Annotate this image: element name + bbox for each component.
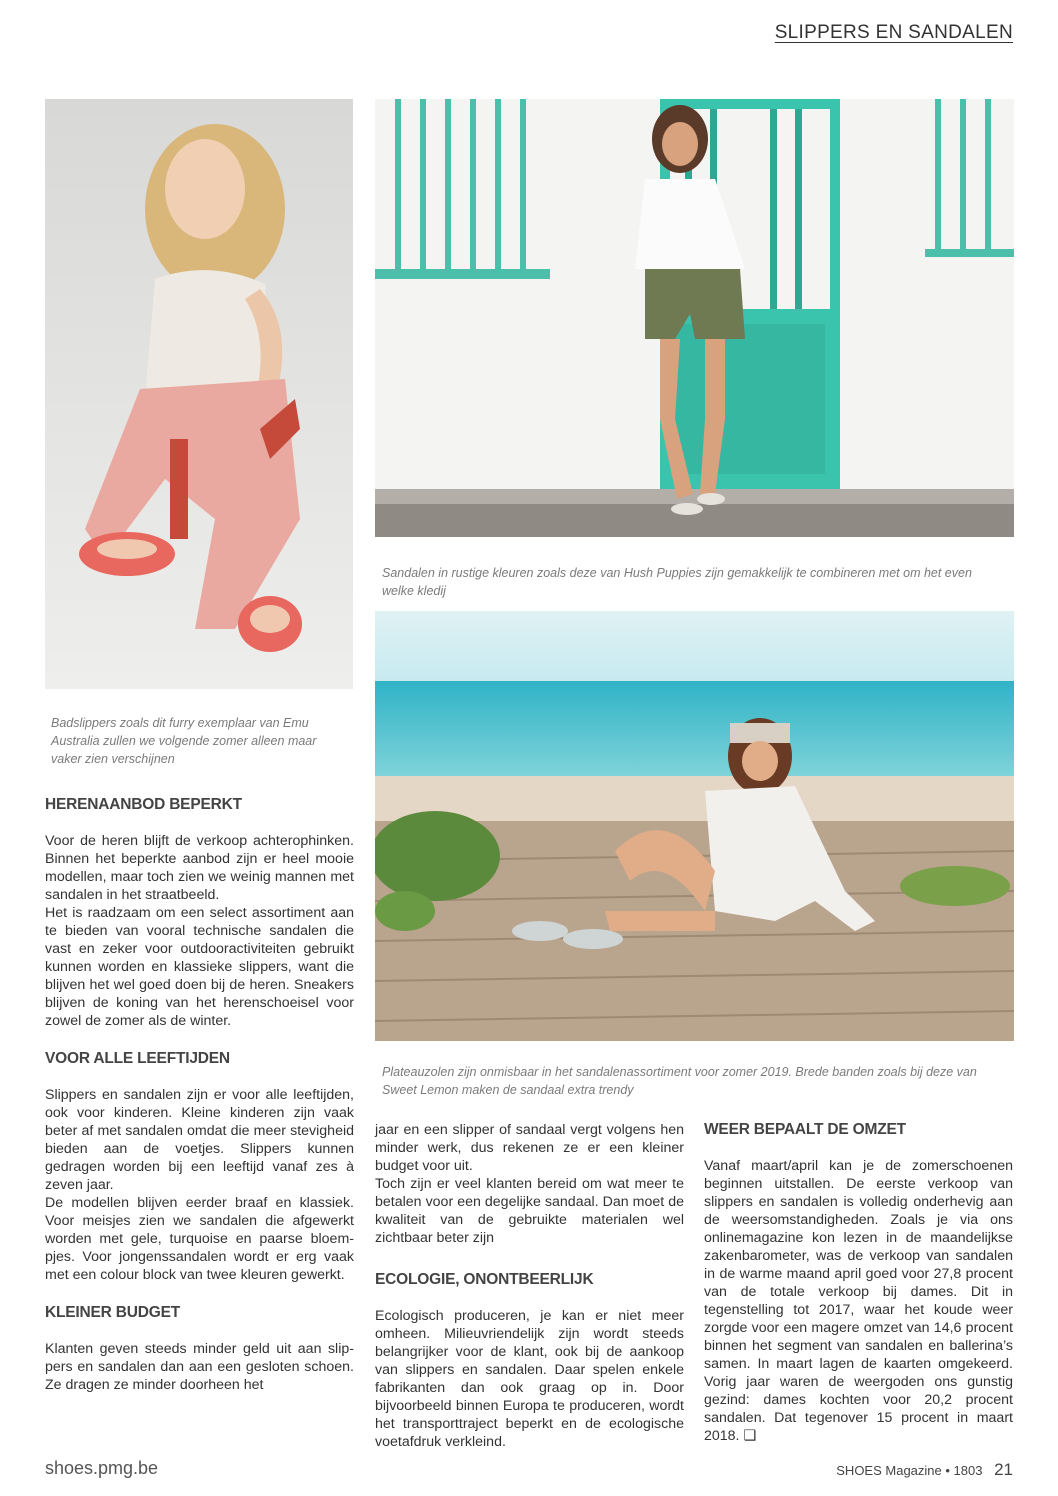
heading-budget: KLEINER BUDGET bbox=[45, 1304, 180, 1321]
paragraph: De modellen blijven eerder braaf en klassiek. Voor meisjes zien we sandalen die afgewerkt worden met gele, turquoise en paarse bloempjes. Voor jongenssandalen wordt er erg vaak met een colour block van twee kleuren gewerkt. bbox=[45, 1195, 354, 1283]
photo-beach bbox=[375, 611, 1014, 1041]
photo-turquoise-gate bbox=[375, 99, 1014, 537]
text-column-2 bbox=[375, 1121, 684, 1451]
heading-leeftijden: VOOR ALLE LEEFTIJDEN bbox=[45, 1050, 230, 1067]
heading-ecologie: ECOLOGIE, ONONTBEERLIJK bbox=[375, 1271, 594, 1288]
caption-photo-1: Badslippers zoals dit furry exemplaar van Emu Australia zullen we volgende zomer alleen maar vaker zien verschijnen bbox=[51, 716, 317, 766]
caption-photo-3: Plateauzolen zijn onmisbaar in het sandalenassortiment voor zomer 2019. Brede banden zoals bij deze van Sweet Lemon maken de sandaal extra trendy bbox=[382, 1065, 977, 1097]
paragraph: Ecologisch produceren, je kan er niet meer omheen. Milieuvriendelijk zijn wordt steeds belangrijker voor de klant, ook bij de aankoop van slippers en sandalen. Daar spelen enkele fabrikanten dan ook graag op in. Door bijvoorbeeld binnen Europa te produceren, wordt het transporttraject beperkt en de ecologische voetafdruk verkleind. bbox=[375, 1308, 684, 1450]
caption-photo-2: Sandalen in rustige kleuren zoals deze van Hush Puppies zijn gemakkelijk te combineren met om het even welke kledij bbox=[382, 566, 972, 598]
paragraph: Toch zijn er veel klanten bereid om wat meer te betalen voor een degelijke sandaal. Dan moet de kwaliteit van de gebruikte materialen wel zichtbaar beter zijn bbox=[375, 1176, 684, 1246]
footer-magazine: SHOES Magazine • 1803 bbox=[836, 1463, 983, 1478]
footer-website[interactable]: shoes.pmg.be bbox=[45, 1458, 159, 1478]
paragraph: Klanten geven steeds minder geld uit aan slippers en sandalen dan aan een gesloten schoen. Ze dragen ze minder doorheen het bbox=[45, 1341, 354, 1393]
paragraph: Voor de heren blijft de verkoop achterophinken. Binnen het beperkte aanbod zijn er heel mooie modellen, maar toch zien we weinig mannen met sandalen in het straatbeeld. bbox=[45, 833, 354, 903]
text-column-1 bbox=[45, 796, 354, 1394]
photo-furry-slippers bbox=[45, 99, 353, 689]
heading-weer: WEER BEPAALT DE OMZET bbox=[704, 1121, 906, 1138]
paragraph: Slippers en sandalen zijn er voor alle leeftijden, ook voor kinderen. Kleine kinderen zijn vaak beter af met sandalen omdat die meer stevigheid bieden aan de voetjes. Slippers kunnen gedragen worden bij een leeftijd vanaf zes à zeven jaar. bbox=[45, 1087, 354, 1193]
paragraph: Het is raadzaam om een select assortiment aan te bieden van vooral technische sandalen die vast en zeker voor outdooractiviteiten gebruikt kunnen worden en klassieke slippers, want die blijven het wel goed doen bij de heren. Sneakers blijven de koning van het herenschoeisel voor zowel de zomer als de winter. bbox=[45, 905, 354, 1029]
text-column-3 bbox=[704, 1121, 1013, 1445]
paragraph: jaar en een slipper of sandaal vergt volgens hen minder werk, dus rekenen ze er een kleiner budget voor uit. bbox=[375, 1122, 684, 1174]
footer-magazine-info bbox=[836, 1460, 1013, 1480]
section-title: SLIPPERS EN SANDALEN bbox=[774, 22, 1013, 43]
page-number: 21 bbox=[994, 1460, 1013, 1479]
heading-herenaanbod: HERENAANBOD BEPERKT bbox=[45, 796, 242, 813]
paragraph: Vanaf maart/april kan je de zomerschoenen beginnen uitstallen. De eerste verkoop van slippers en sandalen is volledig onderhevig aan de weersomstandigheden. Zoals je via ons onlinemagazine kon lezen in de maandelijkse zakenbarometer, was de verkoop van sandalen in de warme maand april goed voor 27,8 procent van de totale verkoop bij dames. Dit in tegenstelling tot 2017, waar het koude weer zorgde voor een magere omzet van 14,6 procent binnen het segment van sandalen en ballerina’s samen. In maart lagen de kaarten omgekeerd. Vorig jaar waren de weergoden ons gunstig gezind: dames kochten voor 20,2 procent sandalen. Dat tegenover 15 procent in maart 2018. ❑ bbox=[704, 1158, 1013, 1444]
